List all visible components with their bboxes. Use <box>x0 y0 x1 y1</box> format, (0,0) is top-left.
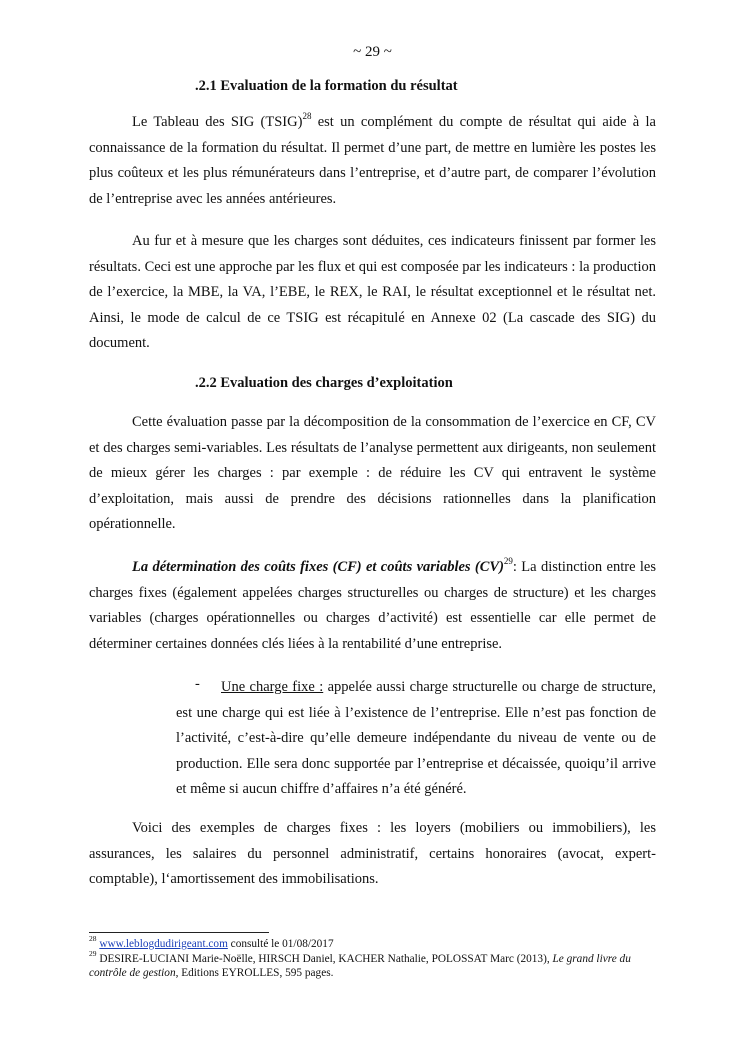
bullet-dash: - <box>195 676 200 692</box>
paragraph-tsig: Le Tableau des SIG (TSIG)$^{28}$ est un complément du compte de résultat qui aide à la connaissance de la formation du résultat. Il permet d’une part, de mettre en lumière les postes les plus coûteux et les plus rémunérateurs dans l’entreprise, et d’autre part, de comparer l’évolution de l’entreprise avec les années antérieures. <box>89 111 656 207</box>
page-number: ~ 29 ~ <box>353 44 392 60</box>
footnote-divider <box>89 932 269 933</box>
paragraph-indicators: Au fur et à mesure que les charges sont déduites, ces indicateurs finissent par former les résultats. Ceci est une approche par les flux et qui est composée par les indicateurs : la production de l’exercice, la MBE, la VA, l’EBE, le REX, le RAI, le résultat exceptionnel et le résultat net. Ainsi, le mode de calcul de ce TSIG est récapitulé en Annexe 02 (La cascade des SIG) du document. <box>89 233 656 351</box>
bullet-term: Une charge fixe : <box>221 679 324 695</box>
section-heading-2-1: .2.1 Evaluation de la formation du résultat <box>195 78 458 94</box>
footnote-link[interactable]: www.leblogdudirigeant.com <box>99 938 228 950</box>
footnote-29: $^{29}$ DESIRE-LUCIANI Marie-Noëlle, HIRSCH Daniel, KACHER Nathalie, POLOSSAT Marc (2013), Le grand livre du contrôle de gestion, Editions EYROLLES, 595 pages. <box>89 949 631 979</box>
paragraph-fixed-charge-examples: Voici des exemples de charges fixes : les loyers (mobiliers ou immobiliers), les assurances, les salaires du personnel administratif, certains honoraires (avocat, expert-comptable), l‘amortissement des immobilisations. <box>89 820 656 887</box>
bullet-fixed-charge: Une charge fixe : appelée aussi charge structurelle ou charge de structure, est une charge qui est liée à l’existence de l’entreprise. Elle n’est pas fonction de l’activité, c’est-à-dire qu’elle demeure indépendante du niveau de vente ou de production. Elle sera donc supportée par l’entreprise et décaissée, quoiqu’il arrive et même si aucun chiffre d’affaires n’a été généré. <box>176 679 657 797</box>
footnote-ref-29[interactable]: 29 <box>503 556 513 567</box>
section-heading-2-2: .2.2 Evaluation des charges d’exploitation <box>195 375 453 391</box>
paragraph-charges-evaluation: Cette évaluation passe par la décomposition de la consommation de l’exercice en CF, CV et des charges semi-variables. Les résultats de l’analyse permettent aux dirigeants, non seulement de mieux gérer les charges : par exemple : de réduire les CV qui entravent le système d’exploitation, mais aussi de prendre des décisions rationnelles dans la planification opérationnelle. <box>89 414 656 532</box>
paragraph-cf-cv-definition: La détermination des coûts fixes (CF) et coûts variables (CV)$^{29}$: La distinction entre les charges fixes (également appelées charges structurelles ou charges de structure) et les charges variables (charges opérationnelles ou charges d’activité) est essentielle car elle permet de déterminer certaines données clés liées à la rentabilité d’une entreprise. <box>89 556 656 652</box>
footnote-ref-28[interactable]: 28 <box>302 111 312 122</box>
footnote-28: $^{28}$ www.leblogdudirigeant.com consulté le 01/08/2017 <box>89 934 334 950</box>
